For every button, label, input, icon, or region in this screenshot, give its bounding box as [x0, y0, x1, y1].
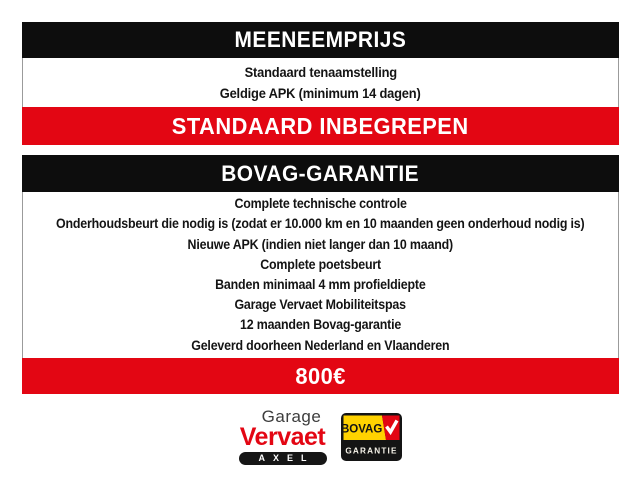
bovag-logo-name: BOVAG — [340, 421, 382, 436]
price-bar — [22, 358, 619, 394]
benefit-item: Nieuwe APK (indien niet langer dan 10 maand) — [187, 236, 454, 252]
benefit-item: Garage Vervaet Mobiliteitspas — [234, 297, 407, 313]
benefit-item: Complete poetsbeurt — [260, 256, 381, 272]
bovag-garantie-header-label: BOVAG-GARANTIE — [221, 160, 420, 186]
garage-vervaet-logo-name: Vervaet — [239, 423, 326, 451]
meeneemprijs-header-bar — [22, 22, 619, 58]
bovag-garantie-card — [22, 155, 619, 394]
benefit-item: Banden minimaal 4 mm profieldiepte — [215, 277, 426, 292]
meeneemprijs-card — [22, 22, 619, 145]
standaard-inbegrepen-bar — [22, 107, 619, 145]
bovag-logo-subtitle: GARANTIE — [344, 446, 398, 455]
benefit-item: Complete technische controle — [234, 196, 407, 212]
meeneemprijs-header-label: MEENEEMPRIJS — [234, 27, 407, 52]
bovag-garantie-logo — [341, 413, 402, 461]
benefit-item: 12 maanden Bovag-garantie — [239, 317, 402, 333]
benefit-item: Geleverd doorheen Nederland en Vlaanderen — [191, 337, 450, 353]
bovag-garantie-header-bar — [22, 155, 619, 192]
benefit-item: Onderhoudsbeurt die nodig is (zodat er 10.000 km en 10 maanden geen onderhoud nodig is) — [56, 216, 585, 232]
garage-vervaet-logo — [239, 408, 327, 465]
footer-logos — [0, 408, 640, 465]
garage-vervaet-logo-top-text: Garage — [261, 407, 322, 426]
meeneemprijs-body — [22, 58, 619, 107]
price-label: 800€ — [295, 362, 346, 389]
included-item: Standaard tenaamstelling — [244, 63, 397, 80]
garage-vervaet-axel-badge: AXEL — [239, 452, 327, 465]
included-item: Geldige APK (minimum 14 dagen) — [220, 84, 421, 101]
bovag-garantie-body — [22, 192, 619, 358]
standaard-inbegrepen-label: STANDAARD INBEGREPEN — [172, 112, 469, 139]
